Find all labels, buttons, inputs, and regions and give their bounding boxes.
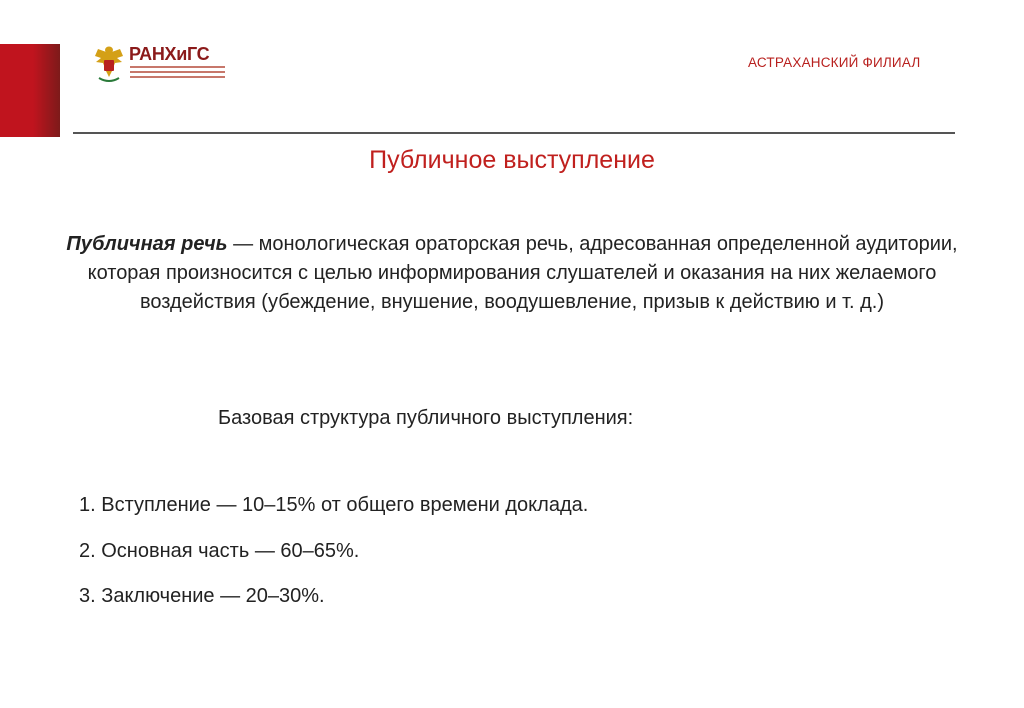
ranepa-logo [92,44,227,86]
eagle-emblem-icon [92,44,126,84]
branch-name: АСТРАХАНСКИЙ ФИЛИАЛ [748,55,921,70]
logo-subtitle-lines [130,66,225,81]
definition-paragraph [66,230,958,317]
structure-item-intro: 1. Вступление — 10–15% от общего времени доклада. [79,494,589,516]
structure-heading: Базовая структура публичного выступления: [218,407,634,429]
definition-term: Публичная речь [66,233,228,255]
red-accent-bar [0,44,60,137]
slide-title: Публичное выступление [369,146,655,174]
structure-item-conclusion: 3. Заключение — 20–30%. [79,585,325,607]
structure-item-main: 2. Основная часть — 60–65%. [79,540,360,562]
header-divider [73,132,955,134]
definition-text: — монологическая ораторская речь, адресованная определенной аудитории, которая произносится с целью информирования слушателей и оказания на них желаемого воздействия (убеждение, внушение, воодушевление, призыв к действию и т. д.) [87,233,958,313]
logo-name: РАНХиГС [129,44,210,64]
